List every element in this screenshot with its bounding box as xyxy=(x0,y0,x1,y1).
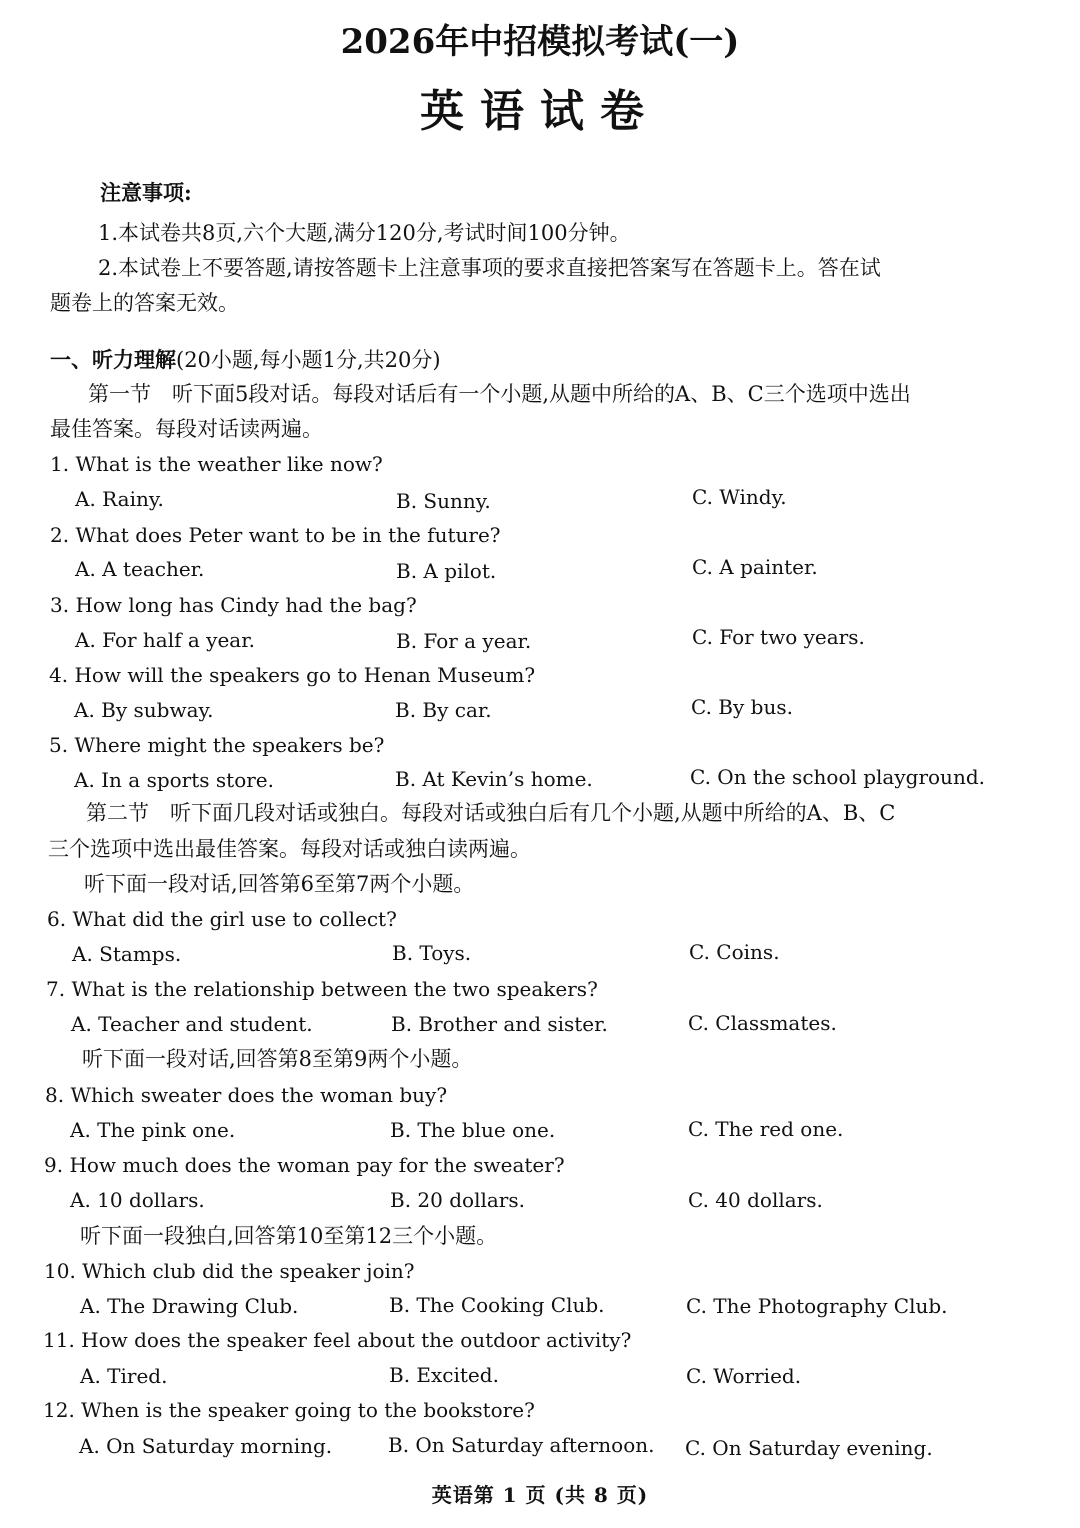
page-footer: 英语第 1 页 (共 8 页) xyxy=(431,1483,649,1507)
notice-heading: 注意事项: xyxy=(100,180,192,205)
option-4a: A. By subway. xyxy=(74,698,214,722)
option-3b: B. For a year. xyxy=(396,629,532,653)
option-12b: B. On Saturday afternoon. xyxy=(388,1433,655,1457)
section-title-detail: (20小题,每小题1分,共20分) xyxy=(176,348,441,372)
option-4b: B. By car. xyxy=(395,698,492,722)
question-10: 10. Which club did the speaker join? xyxy=(44,1259,415,1283)
part2-instruction-line-2: 三个选项中选出最佳答案。每段对话或独白读两遍。 xyxy=(48,837,531,861)
question-3: 3. How long has Cindy had the bag? xyxy=(50,593,417,617)
option-11c: C. Worried. xyxy=(686,1364,802,1388)
option-8b: B. The blue one. xyxy=(390,1118,556,1142)
section-heading xyxy=(50,343,441,377)
dialog-instruction-6-7: 听下面一段对话,回答第6至第7两个小题。 xyxy=(84,872,475,896)
part2-instruction-line-1: 第二节 听下面几段对话或独白。每段对话或独白后有几个小题,从题中所给的A、B、C xyxy=(86,801,896,825)
option-12c: C. On Saturday evening. xyxy=(685,1436,933,1460)
option-8a: A. The pink one. xyxy=(70,1118,236,1142)
option-6b: B. Toys. xyxy=(392,941,472,965)
option-9b: B. 20 dollars. xyxy=(390,1188,525,1212)
option-4c: C. By bus. xyxy=(691,695,793,719)
part1-instruction-line-1: 第一节 听下面5段对话。每段对话后有一个小题,从题中所给的A、B、C三个选项中选出 xyxy=(88,382,911,406)
part1-instruction-line-2: 最佳答案。每段对话读两遍。 xyxy=(50,417,323,441)
option-5c: C. On the school playground. xyxy=(690,765,985,789)
option-7c: C. Classmates. xyxy=(688,1011,837,1035)
question-11: 11. How does the speaker feel about the outdoor activity? xyxy=(43,1328,632,1352)
section-title: 一、听力理解 xyxy=(50,347,176,372)
option-2a: A. A teacher. xyxy=(75,557,205,581)
option-9c: C. 40 dollars. xyxy=(688,1188,823,1212)
option-12a: A. On Saturday morning. xyxy=(79,1434,333,1458)
question-12: 12. When is the speaker going to the bookstore? xyxy=(43,1398,535,1422)
exam-title: 2026年中招模拟考试(一) xyxy=(340,22,740,62)
option-5a: A. In a sports store. xyxy=(74,768,274,792)
option-6c: C. Coins. xyxy=(689,940,780,964)
notice-item-2-line-2: 题卷上的答案无效。 xyxy=(50,291,239,315)
option-11b: B. Excited. xyxy=(389,1363,499,1387)
option-2c: C. A painter. xyxy=(692,555,818,579)
option-3a: A. For half a year. xyxy=(75,628,255,652)
monologue-instruction-10-12: 听下面一段独白,回答第10至第12三个小题。 xyxy=(80,1224,498,1248)
dialog-instruction-8-9: 听下面一段对话,回答第8至第9两个小题。 xyxy=(82,1047,473,1071)
option-8c: C. The red one. xyxy=(688,1117,844,1141)
option-11a: A. Tired. xyxy=(80,1364,168,1388)
option-1c: C. Windy. xyxy=(692,485,787,509)
question-6: 6. What did the girl use to collect? xyxy=(47,907,397,931)
question-7: 7. What is the relationship between the two speakers? xyxy=(46,977,598,1001)
option-6a: A. Stamps. xyxy=(72,942,182,966)
notice-item-2-line-1: 2.本试卷上不要答题,请按答题卡上注意事项的要求直接把答案写在答题卡上。答在试 xyxy=(98,256,881,280)
option-5b: B. At Kevin’s home. xyxy=(395,767,593,791)
option-7a: A. Teacher and student. xyxy=(71,1012,313,1036)
option-1a: A. Rainy. xyxy=(75,487,164,511)
option-10c: C. The Photography Club. xyxy=(686,1294,948,1318)
option-10b: B. The Cooking Club. xyxy=(389,1293,605,1317)
question-4: 4. How will the speakers go to Henan Museum? xyxy=(49,663,536,687)
option-10a: A. The Drawing Club. xyxy=(80,1294,299,1318)
exam-subtitle: 英语试卷 xyxy=(420,86,660,137)
option-9a: A. 10 dollars. xyxy=(70,1188,205,1212)
question-2: 2. What does Peter want to be in the future? xyxy=(50,523,501,547)
question-9: 9. How much does the woman pay for the sweater? xyxy=(44,1153,565,1177)
option-2b: B. A pilot. xyxy=(396,559,497,583)
question-5: 5. Where might the speakers be? xyxy=(49,733,385,757)
question-1: 1. What is the weather like now? xyxy=(50,452,383,476)
option-3c: C. For two years. xyxy=(692,625,865,649)
question-8: 8. Which sweater does the woman buy? xyxy=(45,1083,448,1107)
notice-item-1: 1.本试卷共8页,六个大题,满分120分,考试时间100分钟。 xyxy=(98,221,631,245)
option-1b: B. Sunny. xyxy=(396,489,491,513)
option-7b: B. Brother and sister. xyxy=(391,1012,608,1036)
